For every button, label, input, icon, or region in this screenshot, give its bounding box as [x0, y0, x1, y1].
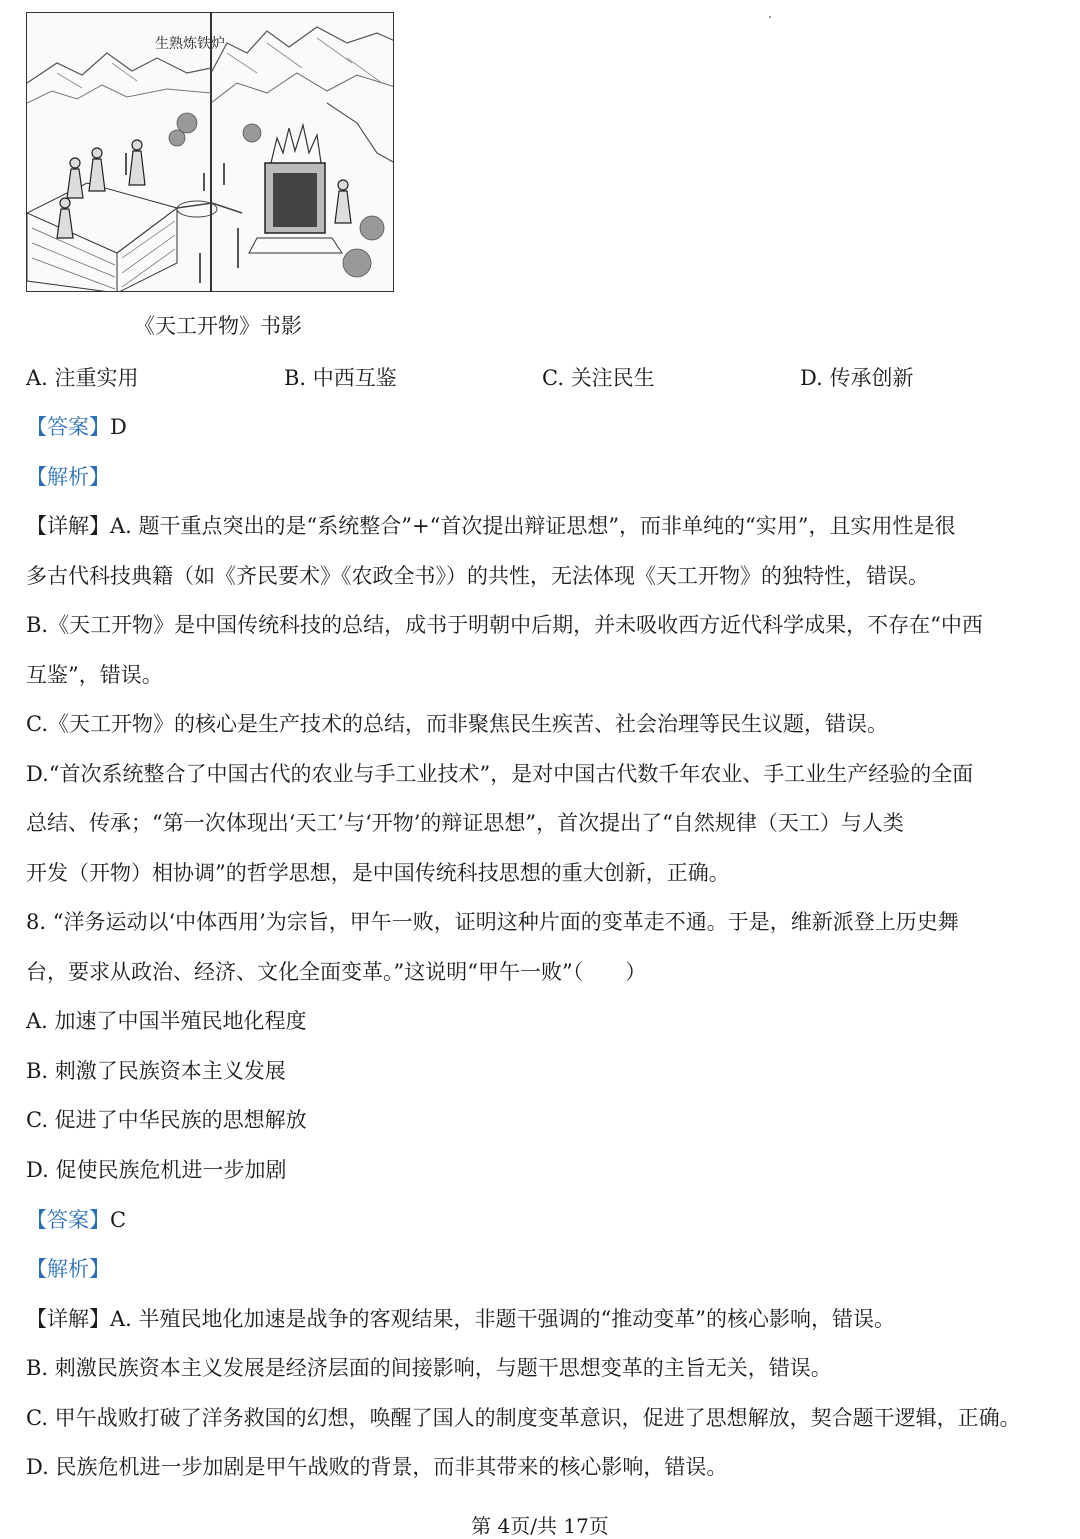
answer-value: C — [110, 1208, 127, 1232]
figure-caption: 《天工开物》书影 — [134, 314, 302, 338]
answer-tag: 【答案】 — [26, 415, 110, 439]
q7-detail-line-4: 互鉴”，错误。 — [26, 663, 163, 687]
q8-stem-line-2: 台，要求从政治、经济、文化全面变革。”这说明“甲午一败”（ ） — [26, 960, 647, 984]
q7-option-a: A. 注重实用 — [26, 366, 139, 390]
q8-option-d: D. 促使民族危机进一步加剧 — [26, 1158, 287, 1182]
figure-title: 生熟炼铁炉 — [155, 36, 225, 52]
detail-tag: 【详解】 — [26, 1307, 110, 1331]
q8-option-c: C. 促进了中华民族的思想解放 — [26, 1108, 307, 1132]
q7-detail-line-7: 总结、传承；“第一次体现出‘天工’与‘开物’的辩证思想”，首次提出了“自然规律（天工）与人类 — [26, 811, 904, 835]
q7-detail-line-6: D.“首次系统整合了中国古代的农业与手工业技术”，是对中国古代数千年农业、手工业生产经验的全面 — [26, 762, 974, 786]
answer-tag: 【答案】 — [26, 1208, 110, 1232]
speck — [769, 16, 771, 18]
tiangong-kaiwu-illustration — [26, 12, 394, 292]
woodcut-drawing — [27, 13, 394, 292]
q7-option-d: D. 传承创新 — [800, 366, 914, 390]
detail-tag: 【详解】 — [26, 514, 110, 538]
q7-option-b: B. 中西互鉴 — [284, 366, 397, 390]
page-footer: 第 4页/共 17页 — [471, 1514, 609, 1538]
q8-analysis-tag: 【解析】 — [26, 1257, 110, 1281]
q7-option-c: C. 关注民生 — [542, 366, 655, 390]
q8-detail-line-3: C. 甲午战败打破了洋务救国的幻想，唤醒了国人的制度变革意识，促进了思想解放，契合题干逻辑，正确。 — [26, 1406, 1021, 1430]
q7-options — [26, 362, 1056, 390]
q8-detail-line-1: 【详解】A. 半殖民地化加速是战争的客观结果，非题干强调的“推动变革”的核心影响，错误。 — [26, 1307, 895, 1331]
q7-analysis-tag: 【解析】 — [26, 465, 110, 489]
q7-detail-line-3: B.《天工开物》是中国传统科技的总结，成书于明朝中后期，并未吸收西方近代科学成果，不存在“中西 — [26, 613, 983, 637]
q7-detail-line-8: 开发（开物）相协调”的哲学思想，是中国传统科技思想的重大创新，正确。 — [26, 861, 730, 885]
q8-option-b: B. 刺激了民族资本主义发展 — [26, 1059, 286, 1083]
q8-option-a: A. 加速了中国半殖民地化程度 — [26, 1009, 307, 1033]
q7-answer — [26, 411, 127, 441]
q8-answer — [26, 1204, 126, 1234]
q8-detail-line-4: D. 民族危机进一步加剧是甲午战败的背景，而非其带来的核心影响，错误。 — [26, 1455, 728, 1479]
q7-detail-line-5: C.《天工开物》的核心是生产技术的总结，而非聚焦民生疾苦、社会治理等民生议题，错误。 — [26, 712, 888, 736]
answer-value: D — [110, 415, 127, 439]
q7-detail-line-1: 【详解】A. 题干重点突出的是“系统整合”+“首次提出辩证思想”，而非单纯的“实用”，且实用性是很 — [26, 514, 956, 538]
q8-detail-line-2: B. 刺激民族资本主义发展是经济层面的间接影响，与题干思想变革的主旨无关，错误。 — [26, 1356, 832, 1380]
q8-stem-line-1: 8. “洋务运动以‘中体西用’为宗旨，甲午一败，证明这种片面的变革走不通。于是，维新派登上历史舞 — [26, 910, 959, 934]
q7-detail-line-2: 多古代科技典籍（如《齐民要术》《农政全书》）的共性，无法体现《天工开物》的独特性，错误。 — [26, 564, 929, 588]
